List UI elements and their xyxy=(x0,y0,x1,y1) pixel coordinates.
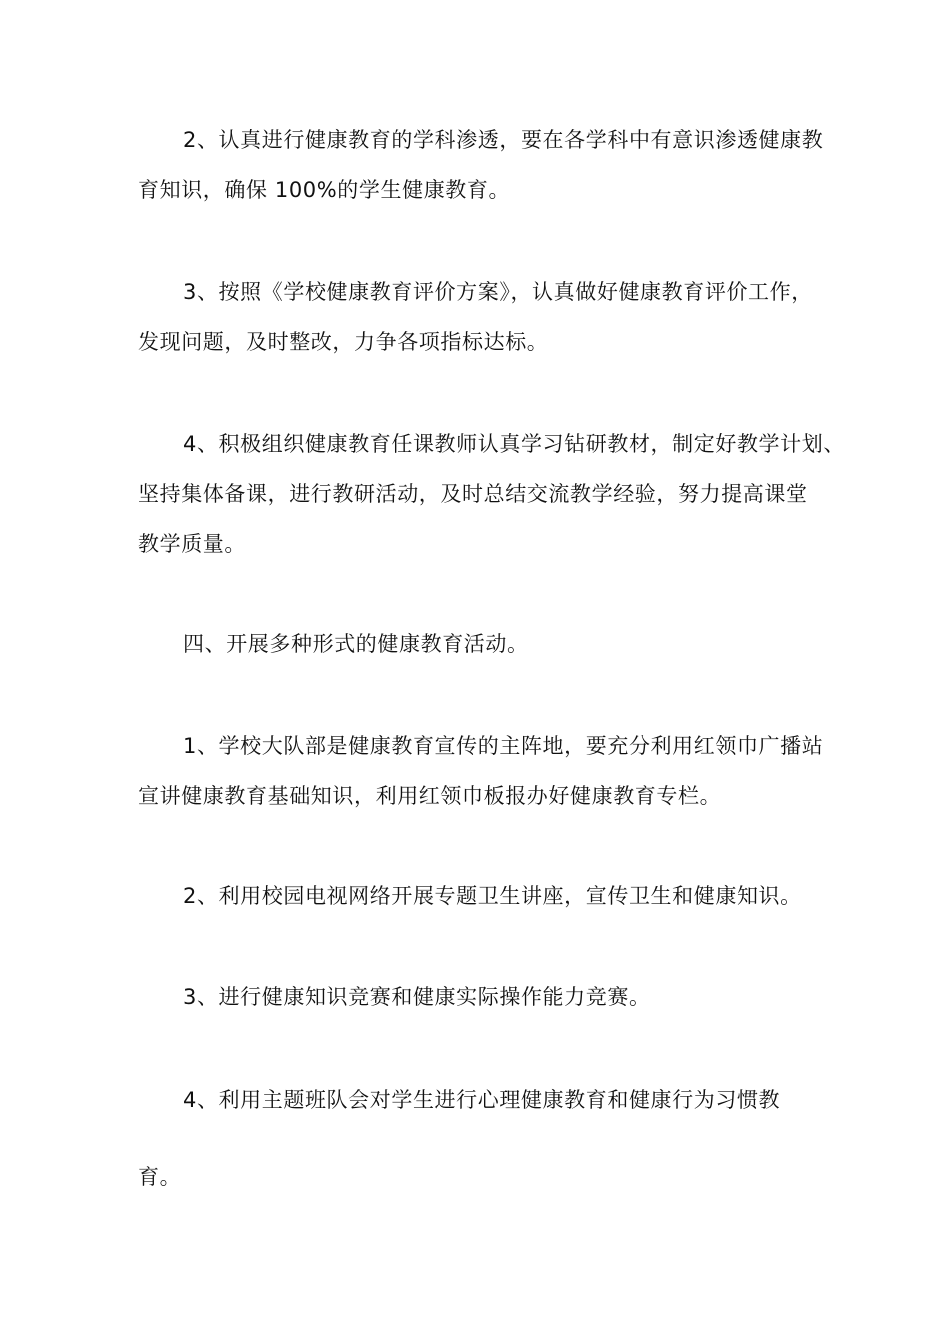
paragraph-line: 2、认真进行健康教育的学科渗透，要在各学科中有意识渗透健康教 xyxy=(183,128,824,152)
paragraph-line: 坚持集体备课，进行教研活动，及时总结交流教学经验，努力提高课堂 xyxy=(138,482,808,506)
paragraph-line: 1、学校大队部是健康教育宣传的主阵地，要充分利用红领巾广播站 xyxy=(183,734,824,758)
paragraph-line: 发现问题，及时整改，力争各项指标达标。 xyxy=(138,330,549,354)
paragraph-line: 教学质量。 xyxy=(138,532,246,556)
paragraph-line: 2、利用校园电视网络开展专题卫生讲座，宣传卫生和健康知识。 xyxy=(183,884,802,908)
paragraph-line: 4、积极组织健康教育任课教师认真学习钻研教材，制定好教学计划、 xyxy=(183,432,845,456)
section-heading: 四、开展多种形式的健康教育活动。 xyxy=(183,632,529,656)
paragraph-line: 育知识，确保 100%的学生健康教育。 xyxy=(138,178,511,202)
paragraph-line: 育。 xyxy=(138,1165,182,1189)
paragraph-line: 3、进行健康知识竞赛和健康实际操作能力竞赛。 xyxy=(183,985,651,1009)
paragraph-line: 3、按照《学校健康教育评价方案》，认真做好健康教育评价工作， xyxy=(183,280,813,304)
paragraph-line: 4、利用主题班队会对学生进行心理健康教育和健康行为习惯教 xyxy=(183,1088,781,1112)
paragraph-line: 宣讲健康教育基础知识，利用红领巾板报办好健康教育专栏。 xyxy=(138,784,722,808)
